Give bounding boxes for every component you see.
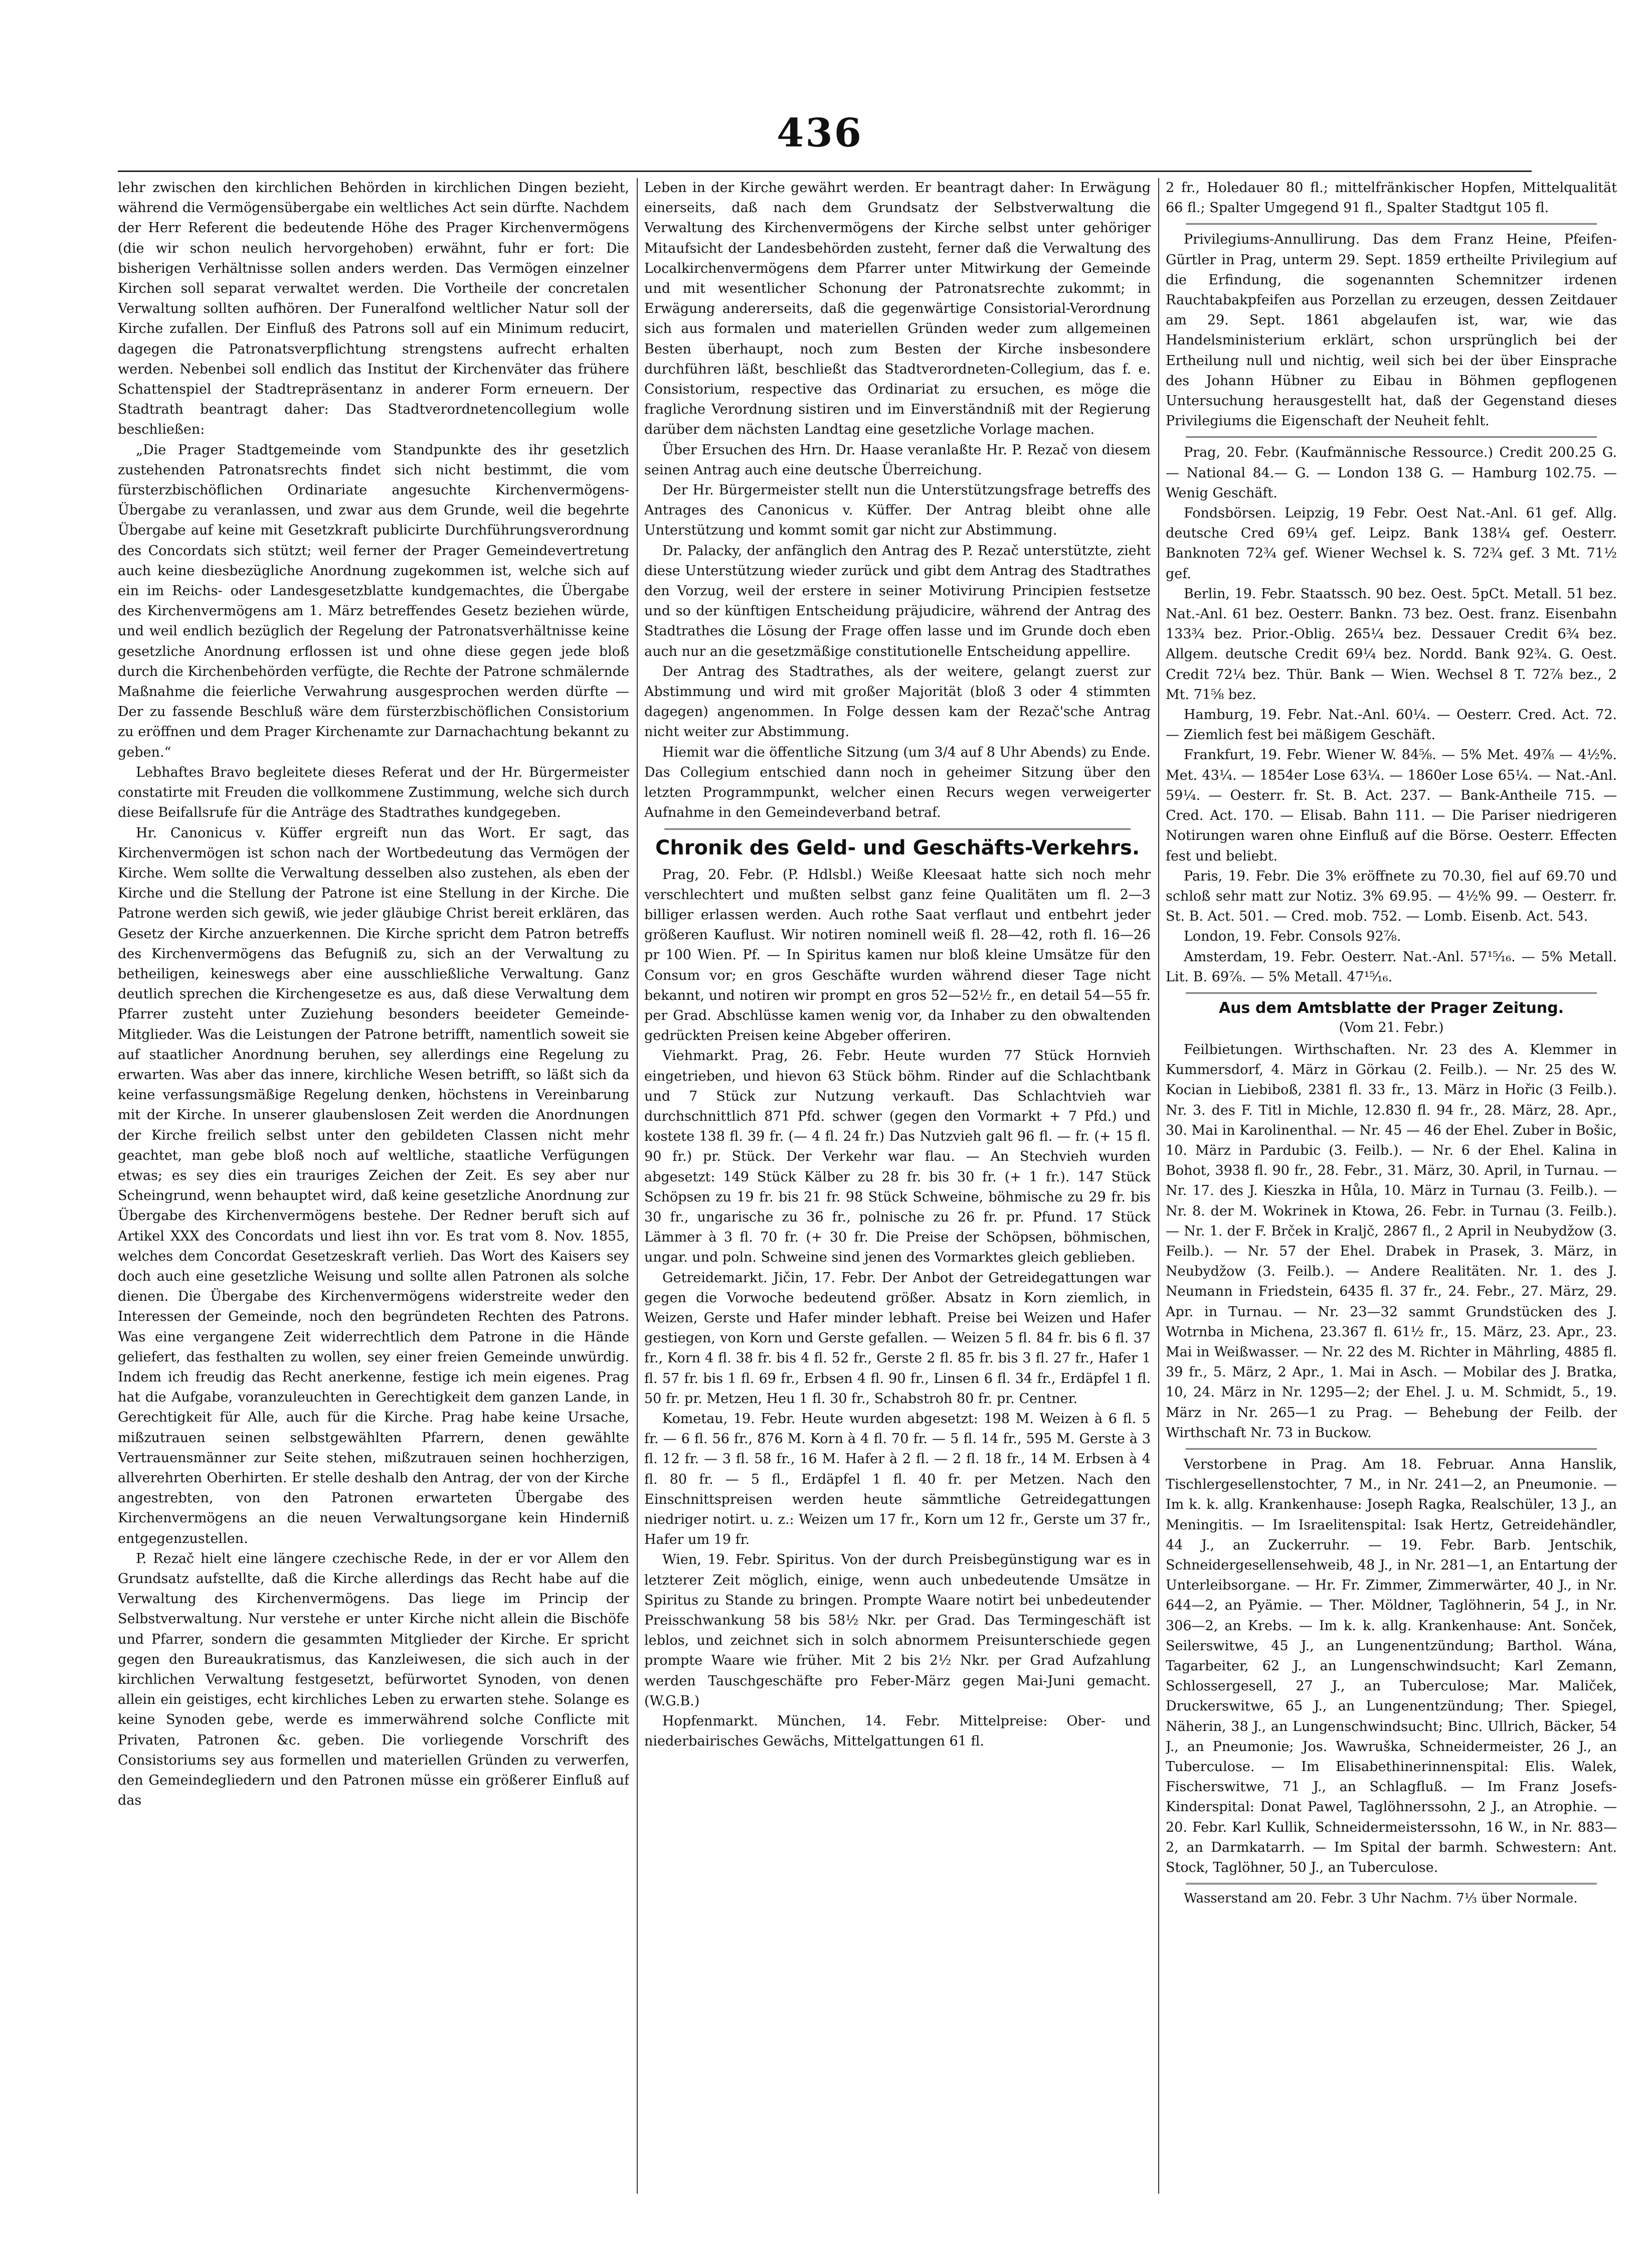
paragraph: Hamburg, 19. Febr. Nat.-Anl. 60¼. — Oesterr. Cred. Act. 72. — Ziemlich fest bei mäßigem Geschäft. [1166,707,1617,743]
paragraph: Hiemit war die öffentliche Sitzung (um 3/4 auf 8 Uhr Abends) zu Ende. Das Collegium entschied dann noch in geheimer Sitzung über den letzten Programmpunkt, welcher einen Recurs wegen verweigerter Aufnahme in den Gemeindeverband betraf. [644,744,1151,821]
paragraph: Hr. Canonicus v. Küffer ergreift nun das Wort. Er sagt, das Kirchenvermögen ist schon nach der Wortbedeutung das Vermögen der Kirche. Wem sollte die Verwaltung desselben also zustehen, als eben der Kirche und die Stellung der Patrone ist eine Stellung in der Kirche. Die Patrone werden sich gewiß, wie jeder gläubige Christ bereit erklären, das Gesetz der Kirche anzuerkennen. Die Kirche spricht dem Patron betreffs des Kirchenvermögens das Befugniß zu, sich an der Verwaltung zu betheiligen, keineswegs aber eine ausschließliche Verwaltung. Ganz deutlich sprechen die Kirchengesetze es aus, daß diese Verwaltung dem Pfarrer zusteht unter Zuziehung besonders beeideter Gemeinde-Mitglieder. Was die Leistungen der Patrone betrifft, namentlich soweit sie auf staatlicher Anordnung beruhen, sey allerdings eine Regelung zu erwarten. Was aber das innere, kirchliche Wesen betrifft, so läßt sich da keine verfassungsmäßige Regelung denken, höchstens in Vereinbarung mit der Kirche. In unserer glaubenslosen Zeit werden die Anordnungen der Kirche freilich selbst unter den gebildeten Classen nicht mehr geachtet, man gebe bloß noch auf weltliche, staatliche Verfügungen etwas; es sey dies ein trauriges Zeichen der Zeit. Es sey aber nur Scheingrund, wenn behauptet wird, daß keine gesetzliche Anordnung zur Übergabe des Kirchenvermögens bestehe. Der Redner beruft sich auf Artikel XXX des Concordats und liest ihn vor. Es trat vom 8. Nov. 1855, welches dem Concordat Gesetzeskraft verlieh. Das Wort des Kaisers sey doch auch eine gesetzliche Weisung und sollte allen Patronen als solche dienen. Die Übergabe des Kirchenvermögens widerstreite weder den Interessen der Gemeinde, noch den begründeten Rechten des Patrons. Was eine vergangene Zeit widerrechtlich dem Patrone in die Hände geliefert, das festhalten zu wollen, sey einer freien Gemeinde unwürdig. Indem ich freudig das Recht anerkenne, festige ich mein eigenes. Prag hat die Aufgabe, voranzuleuchten in Gerechtigkeit dem ganzen Lande, in Gerechtigkeit für Alle, auch für die Kirche. Prag habe keine Ursache, mißzutrauen seinen selbstgewählten Pfarrern, denen gewählte Vertrauensmänner zur Seite stehen, mißzutrauen seinen hochherzigen, allverehrten Oberhirten. Er stelle deshalb den Antrag, der von der Kirche angestrebten, von den Patronen erwarteten Übergabe des Kirchenvermögens an die neuen Verwaltungsorgane kein Hinderniß entgegenzustellen. [118,825,629,1546]
section-subheading: (Vom 21. Febr.) [1339,1019,1444,1035]
paragraph: Berlin, 19. Febr. Staatssch. 90 bez. Oest. 5pCt. Metall. 51 bez. Nat.-Anl. 61 bez. Oesterr. Bankn. 73 bez. Oest. franz. Eisenbahn 133¾ bez. Prior.-Oblig. 265¼ bez. Dessauer Credit 6¾ bez. Allgem. deutsche Credit 69¼ bez. Nordd. Bank 92¾. G. Oest. Credit 72¼ bez. Thür. Bank — Wien. Wechsel 8 T. 72⅞ bez., 2 Mt. 71⅝ bez. [1166,586,1617,703]
paragraph: „Die Prager Stadtgemeinde vom Standpunkte des ihr gesetzlich zustehenden Patronatsrechts findet sich nicht bestimmt, die vom fürsterzbischöflichen Ordinariate angesuchte Kirchenvermögens-Übergabe zu veranlassen, und zwar aus dem Grunde, weil die begehrte Übergabe auf keine mit Gesetzkraft publicirte Durchführungsverordnung des Concordats sich stützt; weil ferner der Prager Gemeindevertretung auch keine diesbezügliche Anordnung zugekommen ist, welche sich auf ein im Reichs- oder Landesgesetzblatte kundgemachtes, die Übergabe des Kirchenvermögens am 1. März betreffendes Gesetz beziehen würde, und weil endlich bezüglich der Regelung der Patronatsverhältnisse keine gesetzliche Anordnung erflossen ist und ohne diese gegen jede bloß durch die Kirchenbehörden verfügte, die Rechte der Patrone schmälernde Maßnahme die feierliche Verwahrung ausgesprochen werden dürfte — Der zu fassende Beschluß wäre dem fürsterzbischöflichen Consistorium zu eröffnen und dem Prager Kirchenamte zur Darnachachtung bekannt zu geben.“ [118,442,629,760]
header-rule [118,170,1532,172]
paragraph: London, 19. Febr. Consols 92⅞. [1184,929,1401,945]
section-rule [1186,1448,1597,1450]
section-rule [664,828,1131,830]
paragraph: Leben in der Kirche gewährt werden. Er beantragt daher: In Erwägung einerseits, daß nach dem Grundsatz der Selbstverwaltung die Verwaltung des Kirchenvermögens der Kirche selbst unter gehöriger Mitaufsicht der Landesbehörden zusteht, ferner daß die Verwaltung des Localkirchenvermögens dem Pfarrer unter Mitwirkung der Gemeinde und mit wesentlicher Schonung der Patronatsrechte zukommt; in Erwägung andererseits, daß die gegenwärtige Consistorial-Verordnung sich aus formalen und materiellen Gründen weder zum allgemeinen Besten überhaupt, noch zum Besten der Kirche insbesondere durchführen läßt, beschließt das Stadtverordneten-Collegium, das f. e. Consistorium, respective das Ordinariat zu ersuchen, es möge die fragliche Verordnung sistiren und im Einverständniß mit der Regierung darüber dem nächsten Landtag eine gesetzliche Vorlage machen. [644,180,1151,438]
section-rule [1186,436,1597,438]
paragraph: Getreidemarkt. Jičin, 17. Febr. Der Anbot der Getreidegattungen war gegen die Vorwoche bedeutend größer. Absatz in Korn ziemlich, in Weizen, Gerste und Hafer minder lebhaft. Preise bei Weizen und Hafer gestiegen, von Korn und Gerste gefallen. — Weizen 5 fl. 84 fr. bis 6 fl. 37 fr., Korn 4 fl. 38 fr. bis 4 fl. 52 fr., Gerste 2 fl. 85 fr. bis 3 fl. 27 fr., Hafer 1 fl. 57 fr. bis 1 fl. 69 fr., Erbsen 4 fl. 90 fr., Linsen 6 fl. 34 fr., Erdäpfel 1 fl. 50 fr. pr. Metzen, Heu 1 fl. 30 fr., Schabstroh 80 fr. pr. Centner. [644,1270,1151,1407]
column-divider [1158,178,1159,2194]
paragraph: Verstorbene in Prag. Am 18. Februar. Anna Hanslik, Tischlergesellenstochter, 7 M., in Nr. 241—2, an Pneumonie. — Im k. k. allg. Krankenhause: Joseph Ragka, Realschüler, 13 J., an Meningitis. — Im Israelitenspital: Isak Hertz, Getreidehändler, 44 J., an Zuckerruhr. — 19. Febr. Barb. Jentschik, Schneidergesellensehweib, 48 J., in Nr. 281—1, an Entartung der Unterleibsorgane. — Hr. Fr. Zimmer, Zimmerwärter, 40 J., in Nr. 644—2, an Pyämie. — Ther. Möldner, Taglöhnerin, 54 J., in Nr. 306—2, an Krebs. — Im k. k. allg. Krankenhause: Ant. Sonček, Seilerswitwe, 45 J., an Lungenentzündung; Barthol. Wána, Tagarbeiter, 62 J., an Lungenschwindsucht; Karl Zemann, Schlossergesell, 27 J., an Tuberculose; Mar. Maliček, Druckerswitwe, 65 J., an Lungenentzündung; Ther. Spiegel, Näherin, 38 J., an Lungenschwindsucht; Binc. Ullrich, Bäcker, 54 J., an Pneumonie; Jos. Wawruška, Schneidermeister, 26 J., an Tuberculose. — Im Elisabethinerinnenspital: Elis. Walek, Fischerswitwe, 71 J., an Schlagfluß. — Im Franz Josefs-Kinderspital: Donat Pawel, Taglöhnerssohn, 2 J., an Atrophie. — 20. Febr. Karl Kullik, Schneidermeisterssohn, 16 W., in Nr. 883—2, an Darmkatarrh. — Im Spital der barmh. Schwestern: Ant. Stock, Taglöhner, 50 J., an Tuberculose. [1166,1456,1617,1876]
water-level-note: Wasserstand am 20. Febr. 3 Uhr Nachm. 7⅓ über Normale. [1184,1891,1578,1906]
paragraph: 2 fr., Holedauer 80 fl.; mittelfränkischer Hopfen, Mittelqualität 66 fl.; Spalter Umgegend 91 fl., Spalter Stadtgut 105 fl. [1166,180,1617,216]
newspaper-page [88,100,1617,2211]
section-rule [1186,992,1597,994]
paragraph: Frankfurt, 19. Febr. Wiener W. 84⅝. — 5% Met. 49⅞ — 4½%. Met. 43¼. — 1854er Lose 63¼. — 1860er Lose 65¼. — Nat.-Anl. 59¼. — Oesterr. fr. St. B. Act. 237. — Bank-Antheile 715. — Cred. Act. 170. — Elisab. Bahn 111. — Die Pariser niedrigeren Notirungen waren ohne Einfluß auf die Börse. Oesterr. Effecten fest und beliebt. [1166,747,1617,864]
paragraph: Der Antrag des Stadtrathes, als der weitere, gelangt zuerst zur Abstimmung und wird mit großer Majorität (bloß 3 oder 4 stimmten dagegen) angenommen. In Folge dessen kam der Rezač'sche Antrag nicht weiter zur Abstimmung. [644,663,1151,740]
section-heading: Aus dem Amtsblatte der Prager Zeitung. [1218,999,1564,1017]
paragraph: lehr zwischen den kirchlichen Behörden in kirchlichen Dingen bezieht, während die Vermögensübergabe ein weltliches Act sein dürfte. Nachdem der Herr Referent die bedeutende Höhe des Prager Kirchenvermögens (die wir schon neulich hervorgehoben) erwähnt, fuhr er fort: Die bisherigen Verhältnisse sollen anders werden. Das Vermögen einzelner Kirchen soll separat verwaltet werden. Die Vortheile der concretalen Verwaltung sollten aufhören. Der Funeralfond weltlicher Natur soll der Kirche zufallen. Der Einfluß des Patrons soll auf ein Minimum reducirt, dagegen die Patronatsverpflichtung strengstens aufrecht erhalten werden. Nebenbei soll endlich das Institut der Kirchenväter das frühere Schattenspiel der Stadtrepräsentanz in anderer Form erneuern. Der Stadtrath beantragt daher: Das Stadtverordnetencollegium wolle beschließen: [118,180,629,438]
paragraph: Feilbietungen. Wirthschaften. Nr. 23 des A. Klemmer in Kummersdorf, 4. März in Görkau (2. Feilb.). — Nr. 25 des W. Kocian in Liebiboß, 2381 fl. 33 fr., 13. März in Hořic (3 Feilb.). Nr. 3. des F. Titl in Michle, 12.830 fl. 94 fr., 28. März, 28. Apr., 30. Mai in Karolinenthal. — Nr. 45 — 46 der Ehel. Zuber in Bošic, 10. März in Pardubic (3. Feilb.). — Nr. 6 der Ehel. Kalina in Bohot, 3938 fl. 90 fr., 28. Febr., 31. März, 30. April, in Turnau. — Nr. 17. des J. Kieszka in Hůla, 10. März in Turnau (3. Feilb.). — Nr. 8. der M. Wokrinek in Ktowa, 26. Febr. in Turnau (3. Feilb.). — Nr. 1. der F. Brček in Kraljč, 2867 fl., 2 April in Neubydžow (3. Feilb.). — Nr. 57 der Ehel. Drabek in Prasek, 3. März, in Neubydžow (3. Feilb.). — Andere Realitäten. Nr. 1. des J. Neumann in Friedstein, 6435 fl. 37 fr., 24. Febr., 27. März, 29. Apr. in Turnau. — Nr. 23—32 sammt Grundstücken des J. Wotrnba in Michena, 23.367 fl. 61½ fr., 15. März, 23. Apr., 23. Mai in Weißwasser. — Nr. 22 des M. Richter in Mährling, 4885 fl. 39 fr., 5. März, 2 Apr., 1. Mai in Asch. — Mobilar des J. Bratka, 10, 24. März in Nr. 1295—2; der Ehel. J. u. M. Schmidt, 5., 19. März in Nr. 265—1 zu Prag. — Behebung der Feilb. der Wirthschaft Nr. 73 in Buckow. [1166,1041,1617,1441]
column-2 [644,178,1151,2209]
paragraph: Fondsbörsen. Leipzig, 19 Febr. Oest Nat.-Anl. 61 gef. Allg. deutsche Cred 69¼ gef. Leipz. Bank 138¼ gef. Oesterr. Banknoten 72¾ gef. Wiener Wechsel k. S. 72¾ gef. 3 Mt. 71½ gef. [1166,505,1617,582]
paragraph: Privilegiums-Annullirung. Das dem Franz Heine, Pfeifen-Gürtler in Prag, unterm 29. Sept. 1859 ertheilte Privilegium auf die Erfindung, die sogenannten Schemnitzer irdenen Rauchtabakpfeifen aus Porzellan zu erzeugen, dessen Zeitdauer am 29. Sept. 1861 abgelaufen ist, war, wie das Handelsministerium erklärt, schon ursprünglich bei der Ertheilung null und nichtig, weil sich bei der über Einsprache des Johann Hübner zu Eibau in Böhmen gepflogenen Untersuchung herausgestellt hat, daß der Gegenstand dieses Privilegiums die Eigenschaft der Neuheit fehlt. [1166,232,1617,429]
paragraph: Über Ersuchen des Hrn. Dr. Haase veranlaßte Hr. P. Rezač von diesem seinen Antrag auch eine deutsche Überreichung. [644,442,1151,478]
paragraph: Prag, 20. Febr. (P. Hdlsbl.) Weiße Kleesaat hatte sich noch mehr verschlechtert und mußten selbst ganz feine Qualitäten um fl. 2—3 billiger erlassen werden. Auch rothe Saat verflaut und entbehrt jeder größeren Kauflust. Wir notiren nominell weiß fl. 28—42, roth fl. 16—26 pr 100 Wien. Pf. — In Spiritus kamen nur bloß kleine Umsätze für den Consum vor; en gros Geschäfte wurden während dieser Tage nicht bekannt, und notiren wir prompt en gros 52—52½ fr., en detail 54—55 fr. per Grad. Abschlüsse kamen wenig vor, da Inhaber zu den obwaltenden gedrückten Preisen keine Abgeber offeriren. [644,866,1151,1044]
column-divider [637,178,638,2194]
paragraph: Dr. Palacky, der anfänglich den Antrag des P. Rezač unterstützte, zieht diese Unterstützung wieder zurück und gibt dem Antrag des Stadtrathes den Vorzug, weil der erstere in seiner Motivirung Principien festsetze und so der künftigen Entscheidung präjudicire, während der Antrag des Stadtrathes die Lösung der Frage offen lasse und im Grunde doch eben auch nur an die gesetzmäßige constitutionelle Entscheidung appellire. [644,543,1151,659]
section-rule [1186,223,1597,225]
column-1 [118,178,629,2209]
paragraph: Der Hr. Bürgermeister stellt nun die Unterstützungsfrage betreffs des Antrages des Canonicus v. Küffer. Der Antrag bleibt ohne alle Unterstützung und kommt somit gar nicht zur Abstimmung. [644,482,1151,539]
paragraph: Kometau, 19. Febr. Heute wurden abgesetzt: 198 M. Weizen à 6 fl. 5 fr. — 6 fl. 56 fr., 876 M. Korn à 4 fl. 70 fr. — 5 fl. 14 fr., 595 M. Gerste à 3 fl. 12 fr. — 3 fl. 58 fr., 16 M. Hafer à 2 fl. — 2 fl. 18 fr., 14 M. Erbsen à 4 fl. 80 fr. — 5 fl., Erdäpfel 1 fl. 40 fr. per Metzen. Nach den Einschnittspreisen werden heute sämmtliche Getreidegattungen niedriger notirt. u. z.: Weizen um 17 fr., Korn um 12 fr., Gerste um 37 fr., Hafer um 19 fr. [644,1411,1151,1548]
section-heading: Chronik des Geld- und Geschäfts-Verkehrs. [655,836,1140,859]
page-number: 436 [777,110,863,156]
section-rule [1186,1883,1597,1884]
paragraph: Viehmarkt. Prag, 26. Febr. Heute wurden 77 Stück Hornvieh eingetrieben, und hievon 63 Stück böhm. Rinder auf die Schlachtbank und 7 Stück zur Nutzung verkauft. Das Schlachtvieh war durchschnittlich 871 Pfd. schwer (gegen den Vormarkt + 7 Pfd.) und kostete 138 fl. 39 fr. (— 4 fl. 24 fr.) Das Nutzvieh galt 96 fl. — fr. (+ 15 fl. 90 fr.) pr. Stück. Der Verkehr war flau. — An Stechvieh wurden abgesetzt: 149 Stück Kälber zu 28 fr. bis 30 fr. (+ 1 fr.). 147 Stück Schöpsen zu 19 fr. bis 21 fr. 98 Stück Schweine, böhmische zu 29 fr. bis 30 fr., ungarische zu 36 fr., polnische zu 26 fr. pr. Pfund. 17 Stück Lämmer à 3 fl. 70 fr. (+ 30 fr. Die Preise der Schöpsen, böhmischen, ungar. und poln. Schweine sind jenen des Vormarktes gleich geblieben. [644,1048,1151,1266]
paragraph: Lebhaftes Bravo begleitete dieses Referat und der Hr. Bürgermeister constatirte mit Freuden die vollkommene Zustimmung, welche sich durch diese Beifallsrufe für die Anträge des Stadtrathes kundgegeben. [118,764,629,821]
paragraph: Prag, 20. Febr. (Kaufmännische Ressource.) Credit 200.25 G. — National 84.— G. — London 138 G. — Hamburg 102.75. — Wenig Geschäft. [1166,445,1617,501]
paragraph: Wien, 19. Febr. Spiritus. Von der durch Preisbegünstigung war es in letzterer Zeit möglich, einige, wenn auch unbedeutende Umsätze in Spiritus zu Stande zu bringen. Prompte Waare notirt bei unbedeutender Preisschwankung 58 bis 58½ Nkr. per Grad. Das Termingeschäft ist leblos, und zeichnet sich in solch abnormem Preisunterschiede gegen prompte Waare wie früher. Mit 2 bis 2½ Nkr. per Grad Aufzahlung werden Tauschgeschäfte pro Feber-März gegen Mai-Juni gemacht. (W.G.B.) [644,1552,1151,1709]
paragraph: P. Rezač hielt eine längere czechische Rede, in der er vor Allem den Grundsatz aufstellte, daß die Kirche allerdings das Recht habe auf die Verwaltung des Kirchenvermögens. Das liege im Princip der Selbstverwaltung. Nur verstehe er unter Kirche nicht allein die Bischöfe und Pfarrer, sondern die gesammten Mitglieder der Kirche. Er spricht gegen den Bureaukratismus, das Kanzleiwesen, die sich auch in der kirchlichen Verwaltung festgesetzt, befürwortet Synoden, von denen allein ein geistiges, echt kirchliches Leben zu erwarten stehe. Solange es keine Synoden gebe, werde es immerwährend solche Conflicte mit Privaten, Patronen &c. geben. Die vorliegende Vorschrift des Consistoriums sey aus formellen und materiellen Gründen zu verwerfen, den Gemeindegliedern und den Patronen müsse ein größerer Einfluß auf das [118,1550,629,1809]
paragraph: Hopfenmarkt. München, 14. Febr. Mittelpreise: Ober- und niederbairisches Gewächs, Mittelgattungen 61 fl. [644,1713,1151,1750]
paragraph: Amsterdam, 19. Febr. Oesterr. Nat.-Anl. 57¹⁵⁄₁₆. — 5% Metall. Lit. B. 69⅞. — 5% Metall. 47¹⁵⁄₁₆. [1166,949,1617,985]
paragraph: Paris, 19. Febr. Die 3% eröffnete zu 70.30, fiel auf 69.70 und schloß sehr matt zur Notiz. 3% 69.95. — 4½% 99. — Oesterr. fr. St. B. Act. 501. — Cred. mob. 752. — Lomb. Eisenb. Act. 543. [1166,868,1617,925]
column-3 [1166,178,1617,2209]
